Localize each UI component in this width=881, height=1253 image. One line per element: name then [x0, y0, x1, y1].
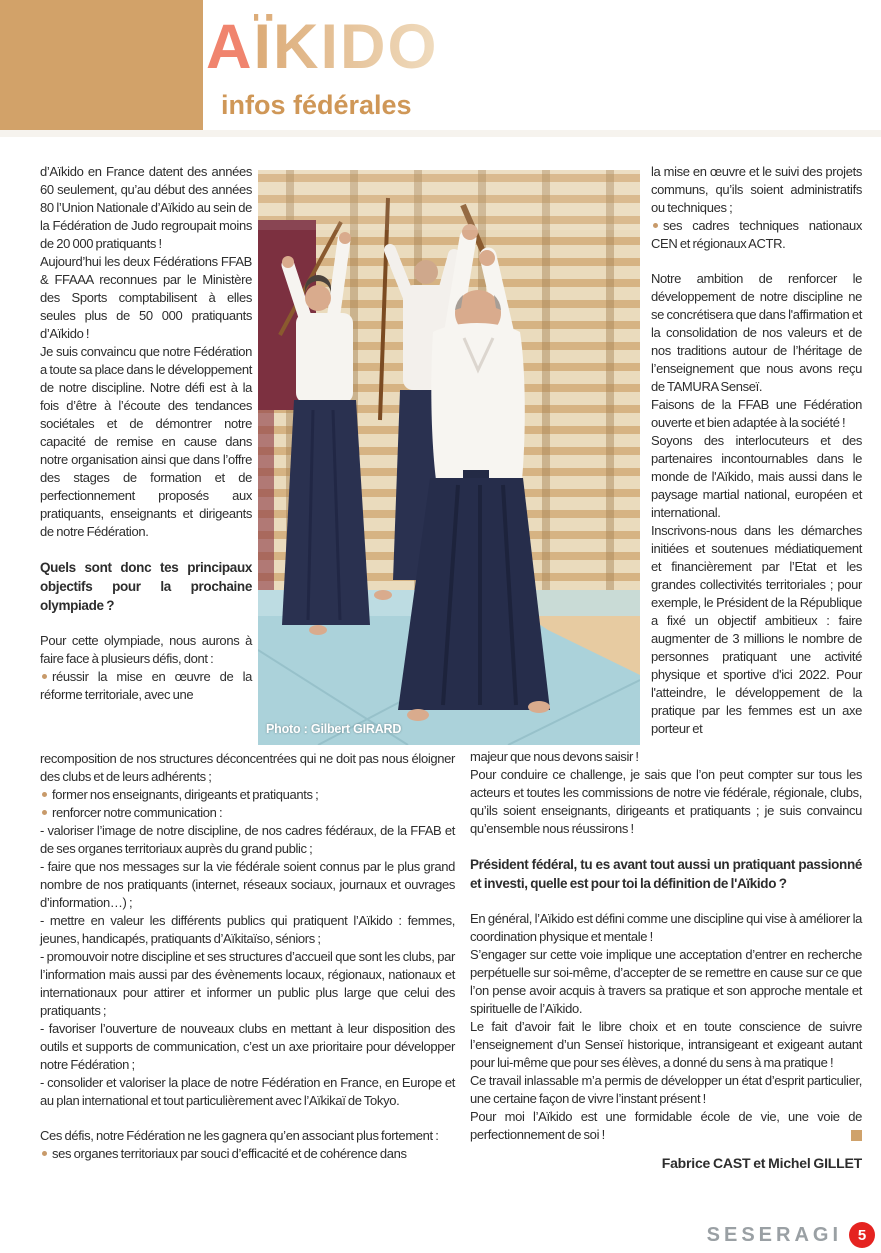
bullet-item — [651, 217, 862, 253]
paragraph: Le fait d’avoir fait le libre choix et en toute conscience de suivre l’enseignement d’un Senseï historique, intransigeant et exigeant autant pour lui-même que pour ses élèves, a donné du sens à ma pratique ! — [470, 1019, 862, 1070]
paragraph: En général, l’Aïkido est défini comme une discipline qui vise à améliorer la coordination physique et mentale ! — [470, 911, 862, 944]
paragraph: Inscrivons-nous dans les démarches initiées et soutenues médiatiquement et financièrement par l’Etat et les grandes collectivités territoriales ; pour exemple, le Président de la République a fixé un objectif ambitieux : faire augmenter de 3 millions le nombre de personnes pratiquant une activité physique et sportive d'ici 2022. Pour l'atteindre, le développement de la pratique par les femmes est un axe porteur et — [651, 523, 862, 736]
header-shadow-strip — [0, 130, 881, 137]
column-top-right — [651, 163, 862, 738]
paragraph: Ces défis, notre Fédération ne les gagnera qu’en associant plus fortement : — [40, 1128, 439, 1143]
bullet-item — [40, 786, 455, 804]
dash-item: - valoriser l’image de notre discipline, de nos cadres fédéraux, de la FFAB et de ses organes territoriaux auprès du grand public ; — [40, 823, 455, 856]
photo-caption: Photo : Gilbert GIRARD — [266, 722, 402, 736]
dash-item: - faire que nos messages sur la vie fédérale soient connus par le plus grand nombre de nos pratiquants (internet, réseaux sociaux, journaux et ouvrages d’information…) ; — [40, 859, 455, 910]
magazine-title — [206, 12, 439, 82]
bullet-text: renforcer notre communication : — [52, 805, 223, 820]
aikido-photo-illustration — [258, 170, 640, 745]
bullet-icon — [42, 1151, 47, 1156]
bullet-item — [40, 1145, 455, 1163]
paragraph: Notre ambition de renforcer le développement de notre discipline ne se concrétisera que dans l'affirmation et la consolidation de nos valeurs et de nos traditions autour de l’héritage de l’enseignement que nous avons reçu de TAMURA Senseï. — [651, 271, 862, 394]
magazine-subtitle: infos fédérales — [221, 90, 412, 120]
bullet-text: former nos enseignants, dirigeants et pratiquants ; — [52, 787, 319, 802]
byline: Fabrice CAST et Michel GILLET — [661, 1155, 862, 1171]
page-number-badge: 5 — [849, 1222, 875, 1248]
aikido-photo — [258, 170, 640, 745]
paragraph: Soyons des interlocuteurs et des partenaires incontournables dans le monde de l'Aïkido, mais aussi dans le paysage martial national, européen et international. — [651, 433, 862, 520]
dash-item: - favoriser l’ouverture de nouveaux clubs en mettant à leur disposition des outils et supports de communication, c’est un axe prioritaire pour développer notre Fédération ; — [40, 1021, 455, 1072]
header-tan-block — [0, 0, 203, 130]
bullet-icon — [42, 674, 47, 679]
paragraph: majeur que nous devons saisir ! — [470, 749, 639, 764]
footer — [707, 1222, 875, 1248]
bullet-text: ses organes territoriaux par souci d’efficacité et de cohérence dans — [52, 1146, 407, 1161]
paragraph: Ce travail inlassable m’a permis de développer un état d’esprit particulier, une certaine façon de vivre l’instant présent ! — [470, 1073, 862, 1106]
paragraph-text: Pour moi l’Aïkido est une formidable école de vie, une voie de perfectionnement de soi ! — [470, 1109, 862, 1142]
dash-item: - mettre en valeur les différents publics qui pratiquent l’Aïkido : femmes, jeunes, handicapés, pratiquants d’Aïkitaïso, séniors ; — [40, 913, 455, 946]
paragraph: recomposition de nos structures déconcentrées qui ne doit pas nous éloigner des clubs et de leurs adhérents ; — [40, 751, 455, 784]
paragraph — [470, 1108, 862, 1144]
dash-item: - promouvoir notre discipline et ses structures d’accueil que sont les clubs, par l’information mais aussi par des évènements locaux, régionaux, nationaux et internationaux pour attirer et informer un public plus large que celui des pratiquants ; — [40, 949, 455, 1018]
end-of-article-marker — [851, 1130, 862, 1141]
bullet-item — [40, 804, 455, 822]
section-heading: Président fédéral, tu es avant tout aussi un pratiquant passionné et investi, quelle est pour toi la définition de l'Aïkido ? — [470, 857, 862, 891]
bullet-icon — [42, 810, 47, 815]
column-bottom-right — [470, 748, 862, 1172]
magazine-logo: SESERAGI — [706, 1223, 842, 1246]
bullet-text: réussir la mise en œuvre de la réforme territoriale, avec une — [40, 669, 252, 702]
paragraph: Aujourd’hui les deux Fédérations FFAB & FFAAA reconnues par le Ministère des Sports comptabilisent à elles seules plus de 50 000 pratiquants d’Aïkido ! — [40, 254, 252, 341]
title-letter-a: A — [206, 12, 254, 82]
title-rest: ÏKIDO — [253, 12, 439, 82]
paragraph: Pour conduire ce challenge, je sais que l’on peut compter sur tous les acteurs et toutes les commissions de notre vie fédérale, régionale, clubs, qu’ils soient enseignants, dirigeants et pratiquants ; je suis convaincu qu’ensemble nous réussirons ! — [470, 767, 862, 836]
paragraph: la mise en œuvre et le suivi des projets communs, qu’ils soient administratifs ou techniques ; — [651, 164, 862, 215]
bullet-icon — [653, 223, 658, 228]
bullet-item — [40, 668, 252, 704]
paragraph: Pour cette olympiade, nous aurons à faire face à plusieurs défis, dont : — [40, 633, 252, 666]
paragraph: S’engager sur cette voie implique une acceptation d’entrer en recherche perpétuelle sur soi-même, d’accepter de se remettre en cause sur ce que l’on pense avoir acquis à travers sa pratique et son approche mentale et spirituelle de l’Aïkido. — [470, 947, 862, 1016]
paragraph: d’Aïkido en France datent des années 60 seulement, qu’au début des années 80 l’Union Nationale d’Aïkido au sein de la Fédération de Judo regroupait moins de 20 000 pratiquants ! — [40, 164, 252, 251]
dash-item: - consolider et valoriser la place de notre Fédération en France, en Europe et au plan international et tout particulièrement avec l’Aïkikaï de Tokyo. — [40, 1075, 455, 1108]
section-heading: Quels sont donc tes principaux objectifs pour la prochaine olympiade ? — [40, 560, 252, 613]
column-bottom-left — [40, 750, 455, 1163]
column-top-left — [40, 163, 252, 704]
bullet-text: ses cadres techniques nationaux CEN et régionaux ACTR. — [651, 218, 862, 251]
bullet-icon — [42, 792, 47, 797]
paragraph: Je suis convaincu que notre Fédération a toute sa place dans le développement de notre discipline. Notre défi est à la fois d’être à l’écoute des tendances sociétales et de démontrer notre capacité de remise en cause dans notre organisation ainsi que dans l’offre des stages de formation et de perfectionnement proposés aux pratiquants, enseignants et dirigeants de notre Fédération. — [40, 344, 252, 539]
paragraph: Faisons de la FFAB une Fédération ouverte et bien adaptée à la société ! — [651, 397, 862, 430]
